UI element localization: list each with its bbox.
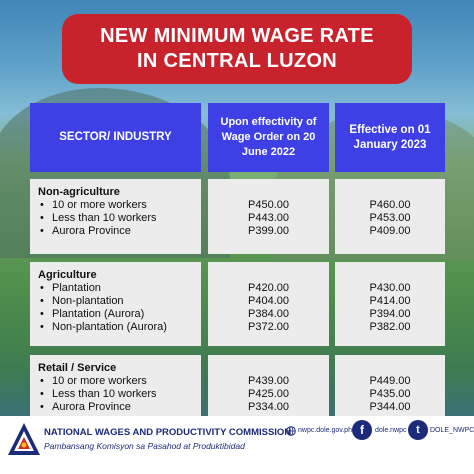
website-link[interactable]: nwpc.dole.gov.ph xyxy=(298,427,352,434)
rate-value: P449.00 xyxy=(369,375,411,387)
facebook-icon[interactable]: f xyxy=(352,420,372,440)
header-sector: SECTOR/ INDUSTRY xyxy=(30,103,201,172)
rate-value: P420.00 xyxy=(248,282,289,294)
rate-value: P450.00 xyxy=(248,199,289,211)
rate-value: P460.00 xyxy=(369,199,411,211)
twitter-icon[interactable]: t xyxy=(408,420,428,440)
rate-value: P430.00 xyxy=(369,282,411,294)
list-item: • Non-plantation xyxy=(38,295,201,308)
twitter-handle[interactable]: DOLE_NWPC xyxy=(430,427,474,434)
nwpc-logo-icon xyxy=(6,419,42,469)
list-item: • 10 or more workers xyxy=(38,199,201,212)
rate-value: P399.00 xyxy=(248,225,289,237)
group-title: Agriculture xyxy=(38,269,97,281)
rates-2023-agriculture xyxy=(335,262,445,346)
list-item: • Less than 10 workers xyxy=(38,212,201,225)
group-title: Non-agriculture xyxy=(38,186,120,198)
page-title-line-1: NEW MINIMUM WAGE RATE xyxy=(100,25,374,47)
rates-2022-agriculture xyxy=(208,262,329,346)
org-name: NATIONAL WAGES AND PRODUCTIVITY COMMISSION xyxy=(44,427,292,438)
rate-value: P414.00 xyxy=(369,295,411,307)
rate-value: P435.00 xyxy=(369,388,411,400)
rates-2022-non-agriculture xyxy=(208,179,329,254)
page-title-line-2: IN CENTRAL LUZON xyxy=(137,50,337,72)
facebook-handle[interactable]: dole.nwpc xyxy=(375,427,407,434)
rate-value: P394.00 xyxy=(369,308,411,320)
rate-value: P439.00 xyxy=(248,375,289,387)
rate-value: P382.00 xyxy=(369,321,411,333)
page-title-banner xyxy=(62,14,412,84)
rate-value: P404.00 xyxy=(248,295,289,307)
rate-value: P425.00 xyxy=(248,388,289,400)
list-item: • Aurora Province xyxy=(38,401,201,414)
list-item: • Less than 10 workers xyxy=(38,388,201,401)
rate-value: P453.00 xyxy=(369,212,411,224)
rates-2023-non-agriculture xyxy=(335,179,445,254)
sector-cell-agriculture xyxy=(30,262,201,346)
rate-value: P344.00 xyxy=(369,401,411,413)
list-item: • Aurora Province xyxy=(38,225,201,238)
rate-value: P384.00 xyxy=(248,308,289,320)
sector-cell-non-agriculture xyxy=(30,179,201,254)
globe-icon xyxy=(286,426,296,436)
footer-bar xyxy=(0,416,474,474)
header-effective-2023: Effective on 01 January 2023 xyxy=(335,103,445,172)
list-item: • Plantation xyxy=(38,282,201,295)
rate-value: P443.00 xyxy=(248,212,289,224)
rate-value: P409.00 xyxy=(369,225,411,237)
rate-value: P372.00 xyxy=(248,321,289,333)
list-item: • Plantation (Aurora) xyxy=(38,308,201,321)
header-wage-order-2022: Upon effectivity of Wage Order on 20 June 2022 xyxy=(208,103,329,172)
list-item: • Non-plantation (Aurora) xyxy=(38,321,201,334)
org-subtitle: Pambansang Komisyon sa Pasahod at Produktibidad xyxy=(44,441,245,451)
list-item: • 10 or more workers xyxy=(38,375,201,388)
rate-value: P334.00 xyxy=(248,401,289,413)
group-title: Retail / Service xyxy=(38,362,117,374)
